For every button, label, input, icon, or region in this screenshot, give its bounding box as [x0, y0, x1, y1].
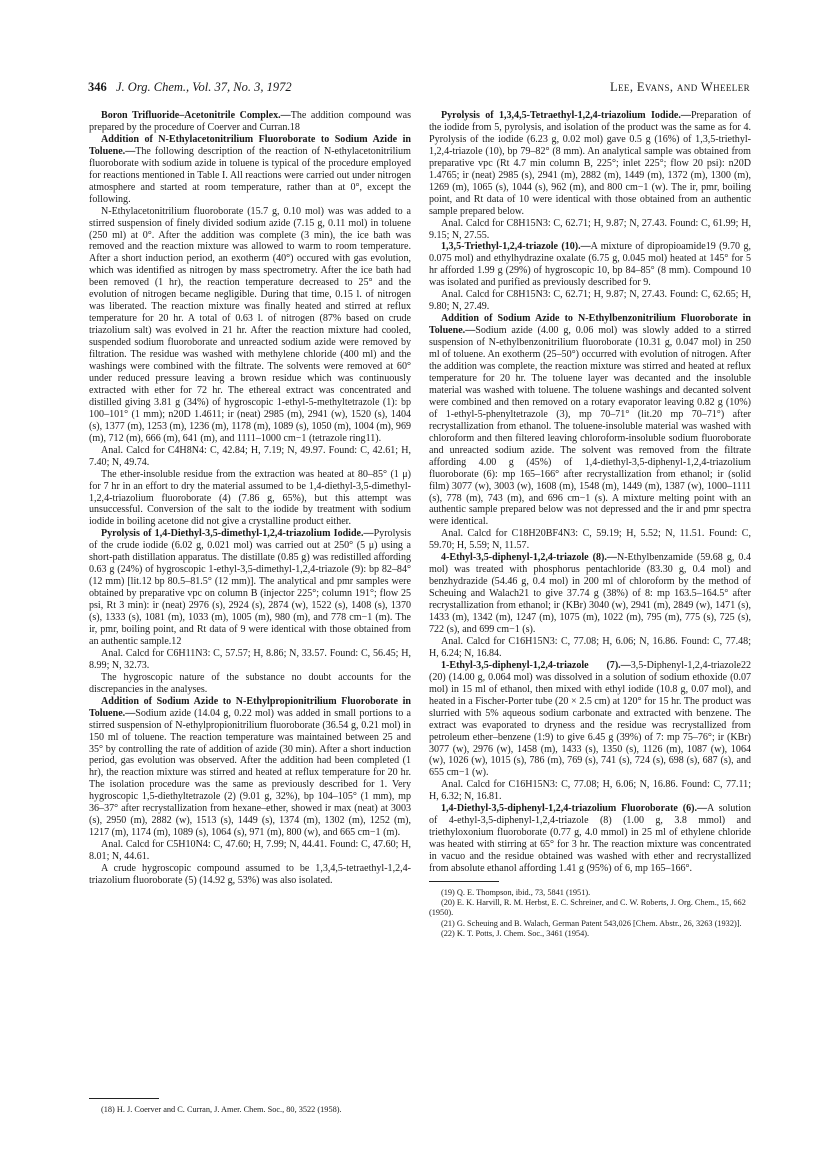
running-authors: Lee, Evans, and Wheeler [610, 80, 750, 94]
paragraph-heading: 4-Ethyl-3,5-diphenyl-1,2,4-triazole (8).— [441, 552, 617, 564]
paragraph [89, 445, 411, 469]
paragraph [89, 696, 411, 839]
paragraph-text: Pyrolysis of the crude iodide (6.02 g, 0.021 mol) was carried out at 250° (5 μ) using a short-path distillation apparatus. The distillate (0.85 g) was redistilled affording 0.63 g (24%) of hygroscopic 1-ethyl-3,5-dimethyl-1,2,4-triazole (9): bp 82–84° (12 mm) [lit.12 bp 80.5–81.5° (12 mm)]. The analytical and pmr samples were obtained by preparative vpc on column B (injector 225°; column 191°; flow 25 psi, Rt 3 min): ir (neat) 2976 (s), 2924 (s), 2874 (w), 1522 (s), 1408 (s), 1370 (s), 1333 (s), 1081 (m), 1033 (m), 1005 (m), 980 (m), and 778 cm−1 (m). The ir, pmr, boiling point, and Rt data of 9 were identical with those obtained from an authentic sample.12 [89, 528, 411, 647]
paragraph [89, 469, 411, 529]
footnote: (20) E. K. Harvill, R. M. Herbst, E. C. Schreiner, and C. W. Roberts, J. Org. Chem., 15, 662 (1950). [429, 898, 746, 918]
paragraph-text: Anal. Calcd for C16H15N3: C, 77.08; H, 6.06; N, 16.86. Found: C, 77.48; H, 6.24; N, 16.84. [429, 635, 751, 659]
paragraph [89, 528, 411, 648]
paragraph [429, 289, 751, 313]
footnote: (18) H. J. Coerver and C. Curran, J. Amer. Chem. Soc., 80, 3522 (1958). [101, 1105, 342, 1114]
paragraph [89, 839, 411, 863]
journal-citation: J. Org. Chem., Vol. 37, No. 3, 1972 [116, 80, 292, 94]
paragraph [429, 803, 751, 875]
paragraph [89, 206, 411, 445]
footnote-rule [89, 1098, 159, 1099]
paragraph-heading: Pyrolysis of 1,3,4,5-Tetraethyl-1,2,4-triazolium Iodide.— [441, 110, 691, 121]
paragraph-heading: 1-Ethyl-3,5-diphenyl-1,2,4-triazole (7).— [441, 659, 631, 671]
paragraph-text: A mixture of dipropioamide19 (9.70 g, 0.075 mol) and ethylhydrazine oxalate (6.75 g, 0.045 mol) heated at 145° for 5 hr afforded 1.99 g (29%) of hygroscopic 10, bp 84–85° (8 mm). Compound 10 was isolated and purified as previously described for 9. [429, 241, 751, 289]
paragraph-text: Anal. Calcd for C5H10N4: C, 47.60; H, 7.99; N, 44.41. Found: C, 47.60; H, 8.01; N, 44.61. [89, 839, 411, 863]
paragraph-text: Anal. Calcd for C18H20BF4N3: C, 59.19; H, 5.52; N, 11.51. Found: C, 59.70; H, 5.59; N, 11.57. [429, 528, 751, 552]
paragraph-heading: Pyrolysis of 1,4-Diethyl-3,5-dimethyl-1,2,4-triazolium Iodide.— [101, 528, 374, 540]
paragraph [429, 241, 751, 289]
paragraph-text: Preparation of the iodide from 5, pyrolysis, and isolation of the product was the same as for 4. Pyrolysis of the iodide (6.23 g, 0.02 mol) gave 0.5 g (16%) of 1,3,5-triethyl-1,2,4-triazole (10), bp 79–82° (8 mm). An analytical sample was obtained from preparative vpc (Rt 4.7 min column B, 225°; inlet 225°; flow 20 psi): n20D 1.4765; ir (neat) 2985 (s), 2941 (m), 2882 (m), 1449 (m), 1372 (m), 1300 (m), 1269 (m), 1065 (s), 1044 (s), 962 (m), and 800 cm−1 (w). The ir, pmr, boiling point, and Rt data of 10 were identical with those obtained from an authentic sample prepared below. [429, 110, 751, 217]
footnote: (19) Q. E. Thompson, ibid., 73, 5841 (1951). [441, 888, 591, 897]
paragraph-text: The following description of the reaction of N-ethylacetonitrilium fluoroborate with sodium azide in toluene is typical of the procedure employed for reactions mentioned in Table I. All reactions were carried out under nitrogen atmosphere and started at room temperature, rather than at 0°, except the following. [89, 145, 411, 205]
paragraph [429, 636, 751, 660]
paragraph-heading: Addition of N-Ethylacetonitrilium Fluoroborate to Sodium Azide in Toluene.— [89, 133, 411, 157]
page-number: 346 [88, 80, 107, 94]
footnote: (21) G. Scheuing and B. Walach, German Patent 543,026 [Chem. Abstr., 26, 3263 (1932)]. [441, 918, 742, 928]
paragraph-text: Sodium azide (4.00 g, 0.06 mol) was slowly added to a stirred suspension of N-ethylbenzonitrilium fluoroborate (10.31 g, 0.047 mol) in 250 ml of toluene. An exotherm (25–50°) occurred with evolution of nitrogen. After the addition was complete, the reaction mixture was stirred and heated at reflux temperature for 20 hr. The toluene layer was decanted and the insoluble material was washed with toluene. The toluene washings and decanted solvent were combined and then removed on a rotary evaporator leaving 0.82 g (10%) of 1-ethyl-5-phenyltetrazole (3), mp 70–71° (lit.20 mp 70–71°) after recrystallization from ethanol. The toluene-insoluble material was washed with chloroform and then filtered leaving chloroform-insoluble sodium fluoroborate and unreacted sodium azide. The solvent was removed from the filtrate affording 4.00 g (45%) of 1,4-diethyl-3,5-diphenyl-1,2,4-triazolium fluoroborate (6): mp 165–166° after recrystallization from ethanol; ir (solid film) 3077 (w), 3003 (w), 1608 (m), 1548 (m), 1449 (m), 1387 (w), 1000–1111 (s), 778 (m), 743 (m), and 696 cm−1 (s). A mixture melting point with an authentic sample prepared below was not depressed and the ir and pmr spectra were identical. [429, 325, 751, 528]
paragraph-text: Anal. Calcd for C6H11N3: C, 57.57; H, 8.86; N, 33.57. Found: C, 56.45; H, 8.99; N, 32.73. [89, 647, 411, 671]
paragraph-text: Sodium azide (14.04 g, 0.22 mol) was added in small portions to a stirred suspension of N-ethylpropionitrilium fluoroborate (36.54 g, 0.21 mol) in 150 ml of toluene. The reaction temperature was maintained between 25 and 35° by controlling the rate of addition of azide (30 min). After a short induction period, gas evolution was observed. After the addition had been completed (1 hr), the reaction mixture was stirred and heated at reflux temperature for 20 hr. The isolation procedure was the same as previously described for 1. Very hygroscopic 1,5-diethyltetrazole (2) (9.01 g, 32%), bp 104–105° (1 mm), mp 36–37° after recrystallization from hexane–ether, showed ir max (neat) at 3003 (s), 2950 (m), 2882 (w), 1513 (s), 1449 (s), 1374 (m), 1302 (m), 1252 (m), 1217 (m), 1174 (m), 1089 (s), 1064 (s), 971 (m), 800 (w), and 665 cm−1 (m). [89, 707, 411, 839]
left-footnotes [89, 1092, 411, 1115]
footnote-rule [429, 881, 499, 882]
paragraph-text: The addition compound was prepared by the procedure of Coerver and Curran.18 [89, 110, 411, 133]
paragraph-heading: 1,4-Diethyl-3,5-diphenyl-1,2,4-triazolium Fluoroborate (6).— [441, 803, 708, 815]
footnote: (22) K. T. Potts, J. Chem. Soc., 3461 (1954). [441, 928, 590, 938]
paragraph [89, 648, 411, 672]
paragraph [429, 218, 751, 242]
right-column [429, 110, 751, 939]
paragraph [89, 672, 411, 696]
paragraph-text: The ether-insoluble residue from the extraction was heated at 80–85° (1 μ) for 7 hr in an effort to dry the material assumed to be 1,4-diethyl-3,5-dimethyl-1,2,4-triazolium fluoroborate (4) (7.86 g, 65%), but this attempt was unsuccessful. Conversion of the salt to the iodide by treatment with sodium iodide in boiling acetone did not give a crystalline product either. [89, 468, 411, 528]
paragraph-heading: 1,3,5-Triethyl-1,2,4-triazole (10).— [441, 241, 591, 253]
paragraph [89, 134, 411, 206]
paragraph-heading: Addition of Sodium Azide to N-Ethylbenzonitrilium Fluoroborate in Toluene.— [429, 313, 751, 337]
paragraph-text: The hygroscopic nature of the substance no doubt accounts for the discrepancies in the analyses. [89, 671, 411, 695]
paragraph-text: Anal. Calcd for C16H15N3: C, 77.08; H, 6.06; N, 16.86. Found: C, 77.11; H, 6.32; N, 16.81. [429, 779, 751, 803]
page-header [88, 80, 750, 100]
paragraph-text: Anal. Calcd for C8H15N3: C, 62.71; H, 9.87; N, 27.43. Found: C, 61.99; H, 9.15; N, 27.55. [429, 217, 751, 241]
paragraph [89, 110, 411, 134]
paragraph [429, 779, 751, 803]
paragraph [429, 528, 751, 552]
paragraph [429, 313, 751, 528]
paragraph-text: Anal. Calcd for C8H15N3: C, 62.71; H, 9.87; N, 27.43. Found: C, 62.65; H, 9.80; N, 27.49. [429, 289, 751, 313]
paragraph-text: A crude hygroscopic compound assumed to be 1,3,4,5-tetraethyl-1,2,4-triazolium fluoroborate (5) (14.92 g, 53%) was also isolated. [89, 863, 411, 886]
paragraph [429, 660, 751, 780]
paragraph-text: N-Ethylacetonitrilium fluoroborate (15.7 g, 0.10 mol) was was added to a stirred suspension of finely divided sodium azide (7.15 g, 0.11 mol) in toluene (250 ml) at 0°. After the addition was complete (3 min), the ice bath was removed and the reaction mixture was allowed to warm to room temperature. After a short induction period, an exotherm (40°) occured with gas evolution, which was identified as nitrogen by mass spectrometry. After the ice bath had been removed (1 hr), the reaction temperature decreased to 25° and the evolution of nitrogen became negligible. During that time, 0.15 l. of nitrogen was liberated. The reaction mixture was finally heated and stirred at reflux temperature for 20 hr. A total of 0.63 l. of nitrogen (87% based on crude triazolium salt) was evolved in 21 hr. After the reaction mixture had cooled, suspended sodium fluoroborate and unreacted sodium azide were removed by filtration. The residue was washed with methylene chloride (400 ml) and the washings were combined with the filtrate. The solvents were removed at 60° under reduced pressure leaving a brown residue which was continuously extracted with ether for 72 hr. The ethereal extract was concentrated and distilled giving 3.81 g (34%) of hygroscopic 1-ethyl-5-methyltetrazole (1): bp 100–101° (1 mm); n20D 1.4611; ir (neat) 2985 (m), 2941 (w), 1520 (s), 1404 (s), 1377 (m), 1253 (m), 1236 (m), 1178 (m), 1089 (s), 1050 (m), 1004 (m), 969 (m), 712 (m), 666 (m), 641 (m), and 1111–1000 cm−1 (tetrazole ring11). [89, 205, 411, 444]
paragraph-text: 3,5-Diphenyl-1,2,4-triazole22 (20) (14.00 g, 0.064 mol) was dissolved in a solution of sodium ethoxide (0.07 mol) in 15 ml of ethanol, then mixed with ethyl iodide (10.8 g, 0.07 mol), and heated in a Fischer-Porter tube (20 × 2.5 cm) at 120° for 15 hr. The product was slurried with 5% aqueous sodium carbonate and extracted with benzene. The extract was evaporated to dryness and the residue was recrystallized from petroleum ether–benzene (1:9) to give 6.45 g (39%) of 7: mp 75–76°; ir (KBr) 3077 (w), 2976 (w), 1458 (m), 1433 (s), 1350 (s), 1126 (m), 1087 (w), 1064 (w), 1026 (w), 1015 (s), 786 (m), 769 (s), 741 (s), 724 (s), 698 (s), 687 (s), and 655 cm−1 (w). [429, 659, 751, 779]
paragraph-heading: Boron Trifluoride–Acetonitrile Complex.— [101, 110, 291, 121]
paragraph-text: Anal. Calcd for C4H8N4: C, 42.84; H, 7.19; N, 49.97. Found: C, 42.61; H, 7.40; N, 49.74. [89, 444, 411, 468]
paragraph-text: N-Ethylbenzamide (59.68 g, 0.4 mol) was treated with phosphorus pentachloride (83.30 g, 0.4 mol) and benzhydrazide (54.46 g, 0.4 mol) in 200 ml of chloroform by the method of Scheuing and Walach21 to give 37.74 g (38%) of 8: mp 163.5–164.5° after recrystallization from ethanol; ir (KBr) 3040 (w), 2941 (m), 2849 (w), 1471 (s), 1433 (m), 1342 (m), 1247 (m), 1075 (m), 1022 (m), 795 (m), 775 (s), 725 (s), 722 (s), and 699 cm−1 (s). [429, 552, 751, 635]
paragraph-text: A solution of 4-ethyl-3,5-diphenyl-1,2,4-triazole (8) (1.00 g, 3.8 mmol) and triethyloxonium fluoroborate (0.77 g, 4.0 mmol) in 25 ml of ethylene chloride was heated with stirring at 65° for 3 hr. The reaction mixture was concentrated in vacuo and the residue obtained was washed with ether and recrystallized from absolute ethanol affording 1.41 g (95%) of 6, mp 165–166°. [429, 803, 751, 875]
paragraph [89, 863, 411, 887]
paragraph-heading: Addition of Sodium Azide to N-Ethylpropionitrilium Fluoroborate in Toluene.— [89, 695, 411, 719]
left-column [89, 110, 411, 887]
paragraph [429, 110, 751, 218]
paragraph [429, 552, 751, 636]
